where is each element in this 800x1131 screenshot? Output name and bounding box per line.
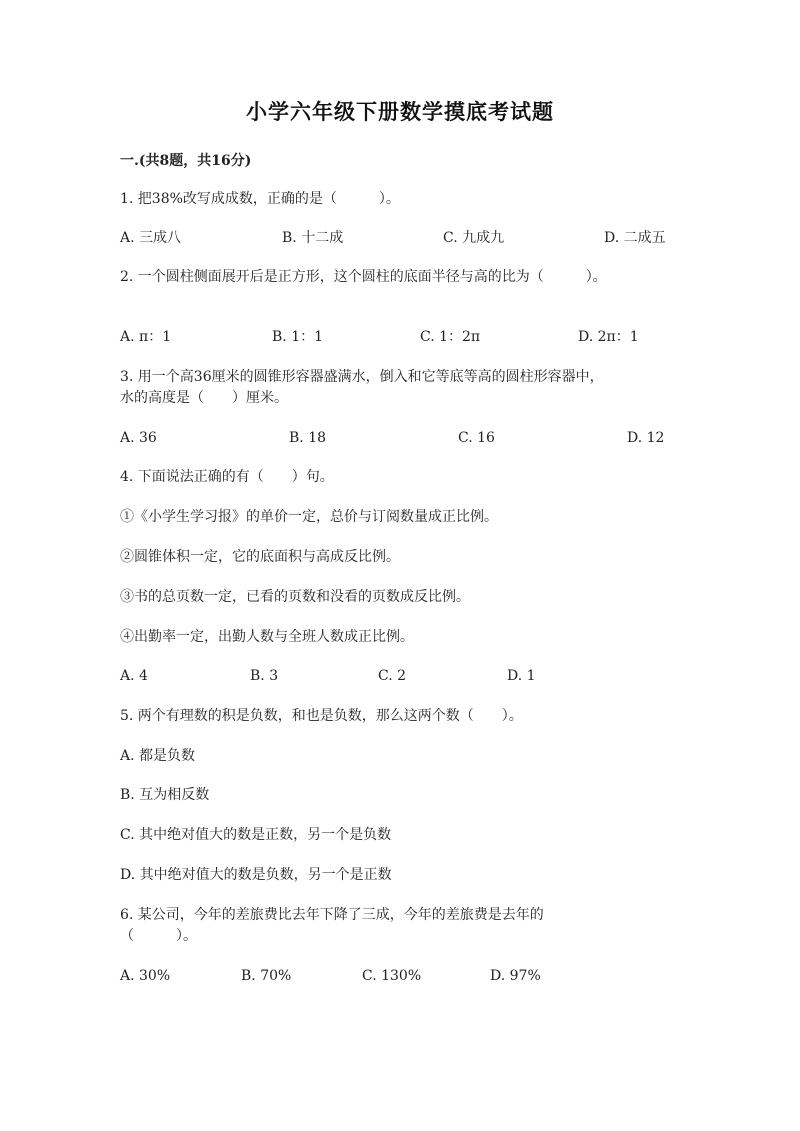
question-6-option-a: A. 30%: [120, 968, 171, 984]
question-6-stem-line-2: （ ）。: [120, 928, 197, 944]
question-2-option-b: B. 1：1: [272, 329, 324, 345]
question-6-option-d: D. 97%: [490, 968, 541, 984]
question-5-stem: 5. 两个有理数的积是负数，和也是负数，那么这两个数（ ）。: [120, 708, 523, 724]
question-4-statement-4: ④出勤率一定，出勤人数与全班人数成正比例。: [120, 629, 414, 645]
question-5-option-c: C. 其中绝对值大的数是正数，另一个是负数: [120, 827, 392, 843]
question-3-stem-line-1: 3. 用一个高36厘米的圆锥形容器盛满水，倒入和它等底等高的圆柱形容器中，: [120, 369, 604, 385]
question-1-option-b: B. 十二成: [282, 230, 344, 246]
question-2-option-a: A. π：1: [120, 329, 172, 345]
question-2-option-c: C. 1：2π: [420, 329, 481, 345]
question-3-option-c: C. 16: [458, 430, 495, 446]
question-5-option-b: B. 互为相反数: [120, 787, 210, 803]
question-5-option-a: A. 都是负数: [120, 748, 196, 764]
question-1-option-c: C. 九成九: [443, 230, 505, 246]
section-heading: 一.(共8题，共16分): [120, 153, 252, 169]
question-4-statement-1: ①《小学生学习报》的单价一定，总价与订阅数量成正比例。: [120, 509, 498, 525]
question-6-option-b: B. 70%: [241, 968, 292, 984]
question-4-option-b: B. 3: [250, 668, 279, 684]
question-3-option-a: A. 36: [120, 430, 157, 446]
question-1-option-d: D. 二成五: [604, 230, 666, 246]
question-1-stem: 1. 把38%改写成成数，正确的是（ ）。: [120, 191, 400, 207]
question-3-option-d: D. 12: [627, 430, 665, 446]
question-4-option-c: C. 2: [378, 668, 407, 684]
question-1-option-a: A. 三成八: [120, 230, 182, 246]
question-3-stem-line-2: 水的高度是（ ）厘米。: [120, 390, 288, 406]
question-4-statement-3: ③书的总页数一定，已看的页数和没看的页数成反比例。: [120, 589, 470, 605]
question-4-option-d: D. 1: [507, 668, 536, 684]
question-4-option-a: A. 4: [120, 668, 148, 684]
question-3-option-b: B. 18: [289, 430, 327, 446]
question-4-statement-2: ②圆锥体积一定，它的底面积与高成反比例。: [120, 549, 400, 565]
question-4-stem: 4. 下面说法正确的有（ ）句。: [120, 469, 334, 485]
page-title: 小学六年级下册数学摸底考试题: [246, 99, 554, 124]
question-5-option-d: D. 其中绝对值大的数是负数，另一个是正数: [120, 867, 392, 883]
question-2-stem: 2. 一个圆柱侧面展开后是正方形，这个圆柱的底面半径与高的比为（ ）。: [120, 269, 607, 285]
question-6-option-c: C. 130%: [362, 968, 422, 984]
question-2-option-d: D. 2π：1: [578, 329, 639, 345]
question-6-stem-line-1: 6. 某公司，今年的差旅费比去年下降了三成，今年的差旅费是去年的: [120, 907, 544, 923]
